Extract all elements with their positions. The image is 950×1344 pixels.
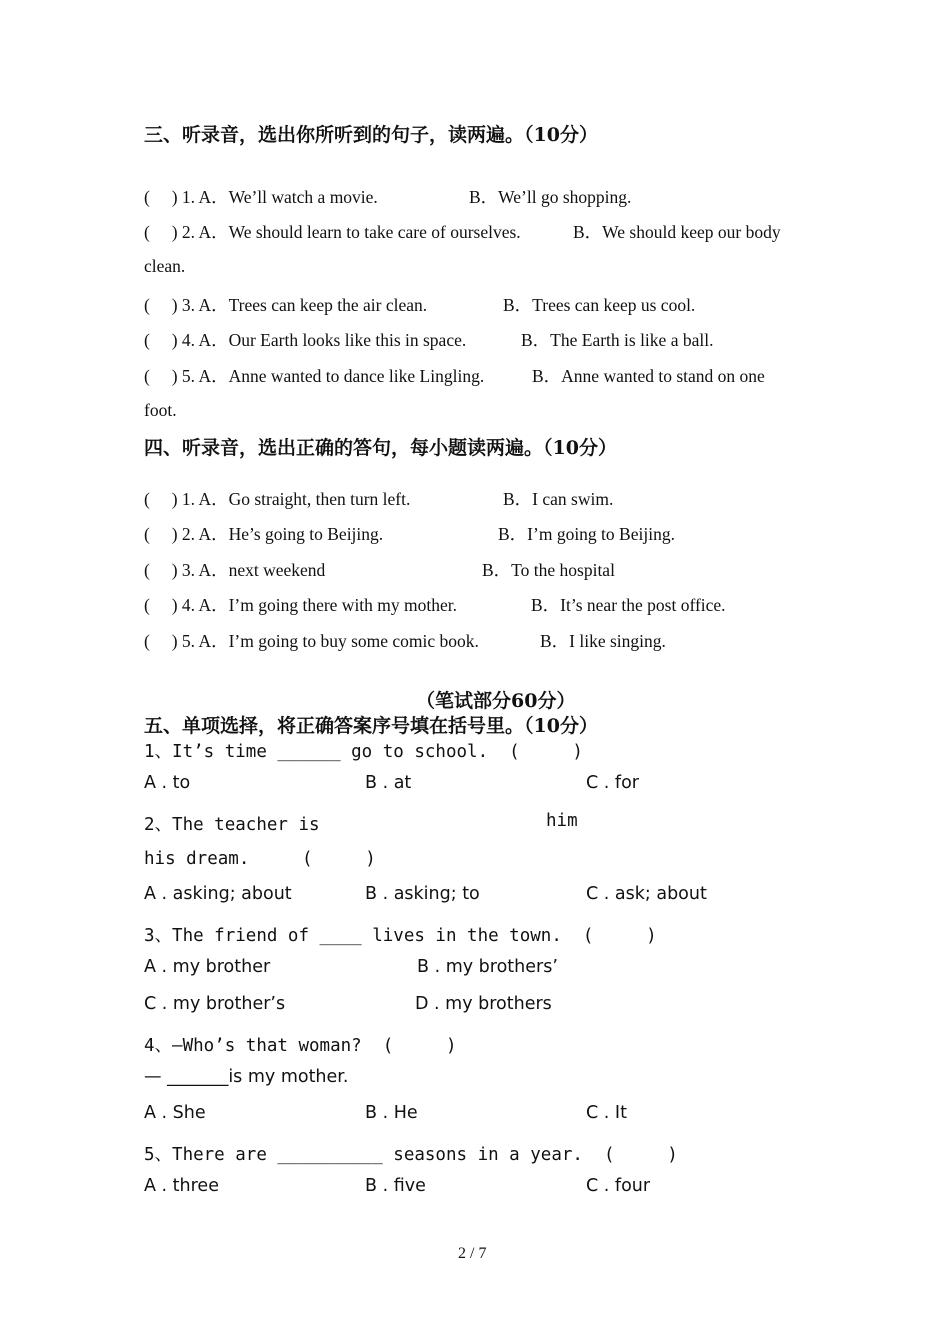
s5-q4-option-b: B . He bbox=[365, 1103, 418, 1123]
s3-q5-option-a: ( ) 5. A．Anne wanted to dance like Lingling. bbox=[144, 366, 485, 386]
s5-q2-option-a: A . asking; about bbox=[144, 884, 292, 904]
s5-q3-stem: 3、The friend of ____ lives in the town. ( ) bbox=[144, 926, 657, 946]
s3-q4-option-a: ( ) 4. A．Our Earth looks like this in space. bbox=[144, 330, 467, 350]
s4-q5-option-b: B．I like singing. bbox=[540, 631, 666, 651]
s4-q3-option-a: ( ) 3. A．next weekend bbox=[144, 560, 326, 580]
s5-q3-option-b: B . my brothers’ bbox=[417, 957, 558, 977]
s3-q4-option-b: B．The Earth is like a ball. bbox=[521, 330, 714, 350]
s3-q2-continuation: clean. bbox=[144, 256, 186, 276]
s3-q1-option-b: B．We’ll go shopping. bbox=[469, 187, 632, 207]
s4-q1-option-b: B．I can swim. bbox=[503, 489, 614, 509]
s3-q1-option-a: ( ) 1. A．We’ll watch a movie. bbox=[144, 187, 378, 207]
section-5-title: 五、单项选择，将正确答案序号填在括号里。（10分） bbox=[144, 715, 598, 737]
s4-q1-option-a: ( ) 1. A．Go straight, then turn left. bbox=[144, 489, 411, 509]
s3-q5-continuation: foot. bbox=[144, 400, 177, 420]
s3-q2-option-b: B．We should keep our body bbox=[573, 222, 781, 242]
s5-q4-option-a: A . She bbox=[144, 1103, 206, 1123]
s5-q3-option-c: C . my brother’s bbox=[144, 994, 286, 1014]
s4-q5-option-a: ( ) 5. A．I’m going to buy some comic book. bbox=[144, 631, 479, 651]
s5-q4-dialogue-line: — _______is my mother. bbox=[144, 1067, 349, 1087]
s5-q3-option-d: D . my brothers bbox=[415, 994, 552, 1014]
s5-q5-option-a: A . three bbox=[144, 1176, 219, 1196]
s5-q2-option-c: C . ask; about bbox=[586, 884, 707, 904]
s3-q5-option-b: B．Anne wanted to stand on one bbox=[532, 366, 765, 386]
section-3-title: 三、听录音，选出你所听到的句子，读两遍。（10分） bbox=[144, 124, 598, 146]
s5-q2-stem: 2、The teacher is bbox=[144, 815, 320, 835]
s4-q4-option-a: ( ) 4. A．I’m going there with my mother. bbox=[144, 595, 458, 615]
page-number: 2 / 7 bbox=[458, 1245, 487, 1262]
s5-q1-option-b: B . at bbox=[365, 773, 412, 793]
s5-q1-option-a: A . to bbox=[144, 773, 191, 793]
s5-q5-option-b: B . five bbox=[365, 1176, 426, 1196]
written-part-heading: （笔试部分60分） bbox=[416, 690, 576, 712]
s5-q4-stem: 4、—Who’s that woman? ( ) bbox=[144, 1036, 457, 1056]
s5-q2-stem-part2: him bbox=[546, 811, 578, 831]
s5-q1-option-c: C . for bbox=[586, 773, 639, 793]
s5-q5-option-c: C . four bbox=[586, 1176, 651, 1196]
s4-q2-option-a: ( ) 2. A．He’s going to Beijing. bbox=[144, 524, 384, 544]
s5-q2-option-b: B . asking; to bbox=[365, 884, 480, 904]
s5-q1-stem: 1、It’s time ______ go to school. ( ) bbox=[144, 742, 583, 762]
s3-q3-option-a: ( ) 3. A．Trees can keep the air clean. bbox=[144, 295, 428, 315]
s5-q2-stem-part3: his dream. ( ) bbox=[144, 849, 376, 869]
s4-q4-option-b: B．It’s near the post office. bbox=[531, 595, 726, 615]
s5-q3-option-a: A . my brother bbox=[144, 957, 271, 977]
s3-q2-option-a: ( ) 2. A．We should learn to take care of ourselves. bbox=[144, 222, 521, 242]
s4-q3-option-b: B．To the hospital bbox=[482, 560, 615, 580]
section-4-title: 四、听录音，选出正确的答句，每小题读两遍。（10分） bbox=[144, 437, 617, 459]
s5-q5-stem: 5、There are __________ seasons in a year. ( ) bbox=[144, 1145, 678, 1165]
s3-q3-option-b: B．Trees can keep us cool. bbox=[503, 295, 696, 315]
s5-q4-option-c: C . It bbox=[586, 1103, 627, 1123]
s4-q2-option-b: B．I’m going to Beijing. bbox=[498, 524, 675, 544]
